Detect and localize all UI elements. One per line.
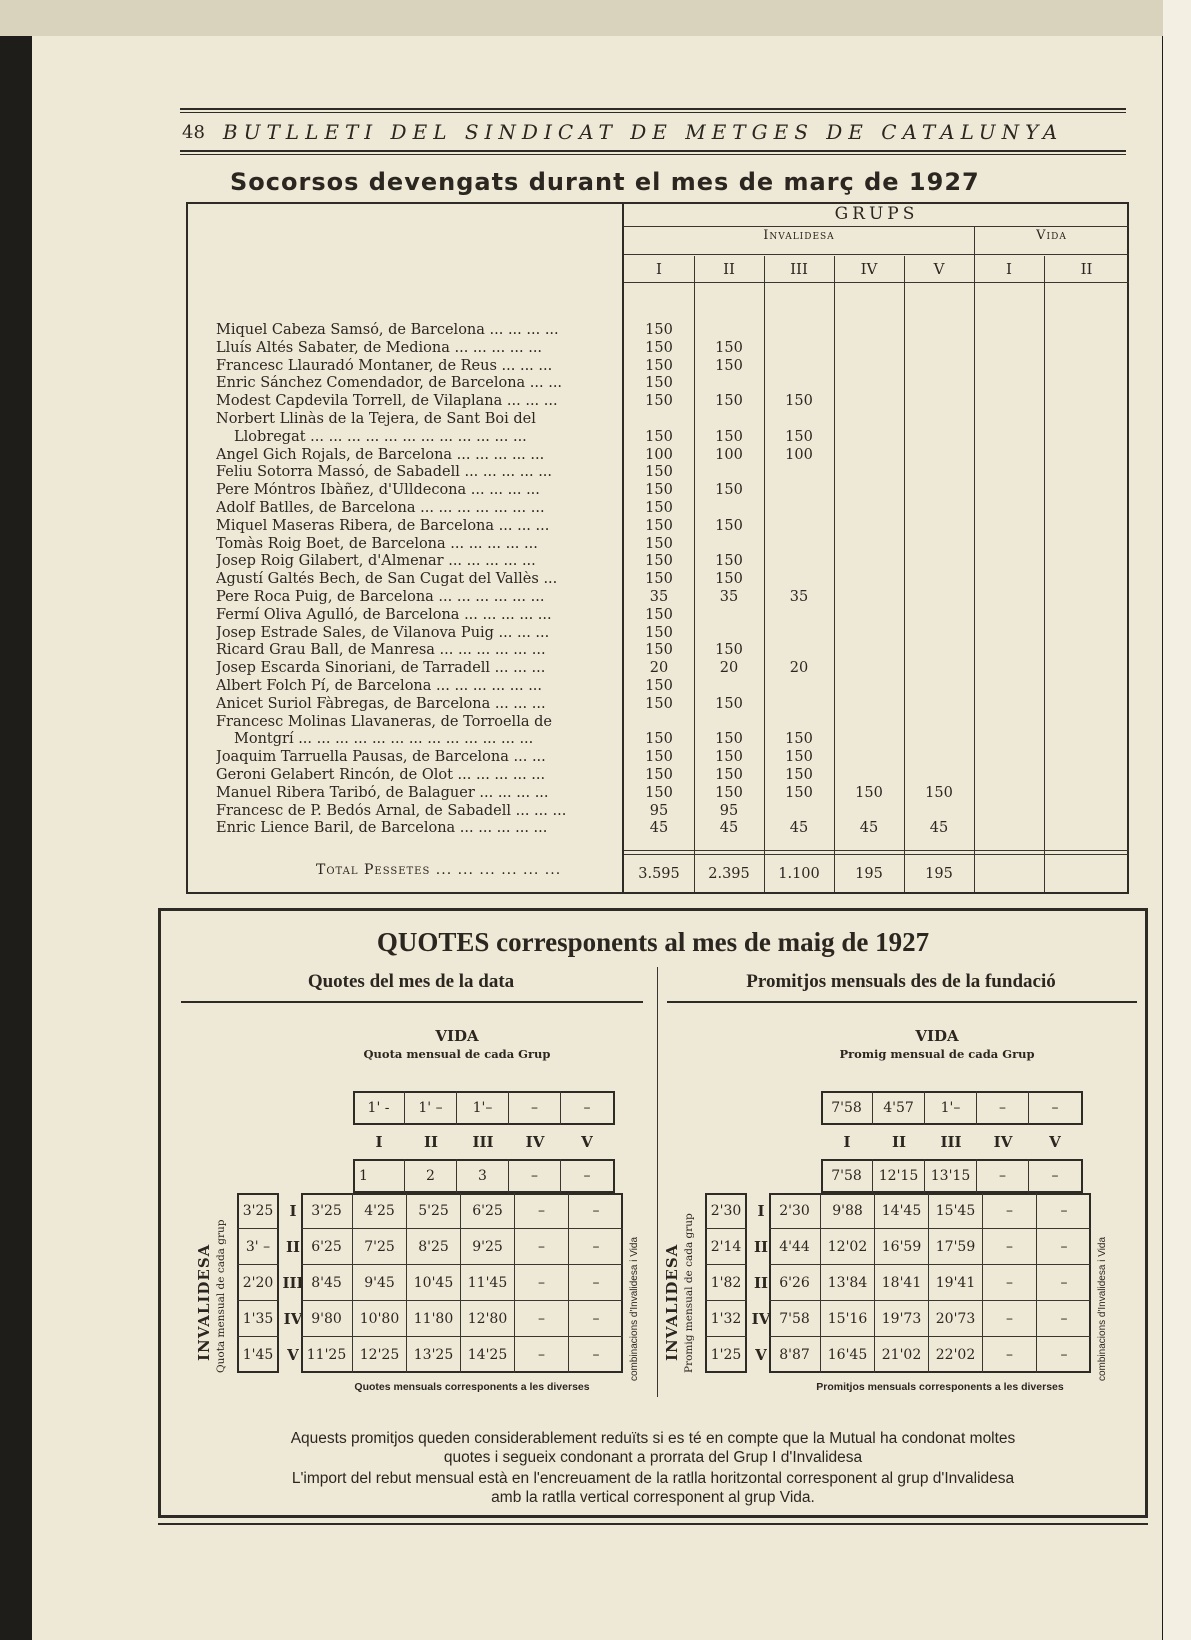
combination-cell: 3'25 — [301, 1193, 353, 1229]
vida-quota-cell: 1' – — [405, 1091, 457, 1125]
amount-cell: 150 — [855, 784, 883, 801]
invalidesa-group-label: IV — [283, 1310, 303, 1328]
amount-cell: 150 — [715, 393, 743, 410]
combination-cell: – — [1037, 1301, 1091, 1337]
vida-index-cell: 2 — [405, 1159, 457, 1193]
amount-cell: 150 — [645, 375, 673, 392]
vida-quota-cell: 1'– — [457, 1091, 509, 1125]
member-name: Llobregat ... ... ... ... ... ... ... ... ... ... ... ... — [234, 428, 527, 445]
member-name: Montgrí ... ... ... ... ... ... ... ... ... ... ... ... ... — [234, 731, 534, 748]
header-rule-bottom — [180, 150, 1126, 152]
combination-cell: 9'45 — [353, 1265, 407, 1301]
amount-cell: 95 — [649, 802, 669, 819]
vida-index-cell: 7'58 — [821, 1159, 873, 1193]
vida-group-label: IV — [525, 1133, 545, 1151]
combination-cell: 22'02 — [929, 1337, 983, 1373]
combination-cell: – — [569, 1229, 623, 1265]
rule — [181, 1001, 643, 1003]
right-vida-subtitle: Promig mensual de cada Grup — [839, 1047, 1035, 1061]
vida-group-label: V — [1049, 1133, 1061, 1151]
combination-cell: 18'41 — [875, 1265, 929, 1301]
amount-cell: 150 — [715, 767, 743, 783]
combination-cell: 9'25 — [461, 1229, 515, 1265]
column-rule — [1044, 256, 1045, 892]
member-name: Enric Lience Baril, de Barcelona ... ... ... ... ... — [216, 820, 548, 837]
vida-quota-cell: 1'– — [925, 1091, 977, 1125]
member-name: Ricard Grau Ball, de Manresa ... ... ... ... ... ... — [216, 642, 546, 659]
center-divider — [657, 967, 658, 1397]
amount-cell: 35 — [789, 589, 809, 605]
combination-cell: 14'25 — [461, 1337, 515, 1373]
combinations-vertical-label: combinacions d'Invalidesa i Vida — [1097, 1236, 1108, 1381]
member-name: Pere Móntros Ibàñez, d'Ulldecona ... ... ... ... — [216, 482, 540, 499]
combination-cell: – — [1037, 1229, 1091, 1265]
amount-cell: 150 — [645, 482, 673, 499]
combination-cell: – — [569, 1301, 623, 1337]
combination-cell: 16'59 — [875, 1229, 929, 1265]
invalidesa-quota-cell: 1'82 — [705, 1265, 747, 1301]
combination-cell: – — [515, 1193, 569, 1229]
amount-cell: 150 — [715, 749, 743, 766]
amount-cell: 150 — [715, 731, 743, 748]
amount-cell: 150 — [785, 428, 813, 445]
vida-quota-cell: – — [977, 1091, 1029, 1125]
rule — [974, 226, 975, 256]
total-label: Total Pessetes ... ... ... ... ... ... — [316, 862, 562, 878]
amounts-grid — [624, 204, 1129, 892]
member-name: Feliu Sotorra Massó, de Sabadell ... ... ... ... ... — [216, 464, 553, 481]
vida-group-label: V — [581, 1133, 593, 1151]
column-header: IV — [860, 260, 878, 278]
combination-cell: – — [515, 1301, 569, 1337]
vida-group-label: II — [423, 1133, 439, 1151]
amount-cell: 20 — [649, 660, 669, 677]
amount-cell: 150 — [645, 553, 673, 570]
amount-cell: 20 — [719, 660, 739, 677]
member-name: Josep Estrade Sales, de Vilanova Puig ... ... ... — [216, 624, 550, 641]
rule — [624, 254, 1129, 255]
amount-cell: 35 — [649, 589, 669, 605]
vida-quota-cell: 7'58 — [821, 1091, 873, 1125]
column-header: I — [1006, 260, 1012, 278]
amount-cell: 100 — [715, 446, 743, 463]
combination-cell: 15'45 — [929, 1193, 983, 1229]
invalidesa-quota-cell: 3'25 — [237, 1193, 279, 1229]
member-name: Miquel Maseras Ribera, de Barcelona ... ... ... — [216, 517, 550, 534]
combination-cell: 21'02 — [875, 1337, 929, 1373]
vida-header: Vida — [1036, 228, 1067, 243]
combination-cell: 11'45 — [461, 1265, 515, 1301]
amount-cell: 150 — [715, 517, 743, 534]
left-vida-subtitle: Quota mensual de cada Grup — [363, 1047, 551, 1061]
amount-cell: 150 — [645, 642, 673, 659]
member-name: Norbert Llinàs de la Tejera, de Sant Boi del — [216, 411, 536, 427]
vida-group-label: I — [375, 1133, 383, 1151]
member-name: Fermí Oliva Agulló, de Barcelona ... ... ... ... ... — [216, 606, 552, 623]
amount-cell: 150 — [645, 749, 673, 766]
amount-cell: 150 — [645, 678, 673, 694]
amount-cell: 20 — [789, 660, 809, 677]
vida-group-label: II — [891, 1133, 907, 1151]
amount-cell: 150 — [715, 784, 743, 801]
combination-cell: – — [1037, 1265, 1091, 1301]
combination-cell: 13'25 — [407, 1337, 461, 1373]
combination-cell: 17'59 — [929, 1229, 983, 1265]
combination-cell: – — [1037, 1193, 1091, 1229]
vida-index-cell: 13'15 — [925, 1159, 977, 1193]
total-cell: 195 — [855, 866, 883, 882]
amount-cell: 150 — [645, 606, 673, 623]
combination-cell: 10'45 — [407, 1265, 461, 1301]
amount-cell: 150 — [645, 428, 673, 445]
vida-group-label: I — [843, 1133, 851, 1151]
invalidesa-quota-cell: 2'30 — [705, 1193, 747, 1229]
amount-cell: 150 — [785, 731, 813, 748]
combination-cell: 12'02 — [821, 1229, 875, 1265]
combination-cell: 11'80 — [407, 1301, 461, 1337]
invalidesa-vertical-label: INVALIDESA — [663, 1243, 681, 1361]
amount-cell: 150 — [645, 464, 673, 481]
member-name: Manuel Ribera Taribó, de Balaguer ... ... ... ... — [216, 784, 549, 801]
amount-cell: 45 — [789, 820, 809, 837]
invalidesa-group-label: II — [285, 1238, 301, 1256]
member-name: Joaquim Tarruella Pausas, de Barcelona ... ... — [216, 749, 546, 766]
member-name: Agustí Galtés Bech, de San Cugat del Vallès ... — [216, 571, 558, 588]
amount-cell: 150 — [715, 357, 743, 374]
total-cell: 2.395 — [708, 866, 750, 882]
combination-cell: – — [983, 1265, 1037, 1301]
combination-cell: 8'45 — [301, 1265, 353, 1301]
vida-index-cell: – — [509, 1159, 561, 1193]
amount-cell: 45 — [859, 820, 879, 837]
rule — [624, 850, 1129, 851]
amount-cell: 150 — [715, 482, 743, 499]
combination-cell: – — [983, 1193, 1037, 1229]
member-name: Angel Gich Rojals, de Barcelona ... ... ... ... ... — [216, 446, 545, 463]
left-subtitle: Quotes del mes de la data — [307, 971, 515, 992]
combination-cell: 4'25 — [353, 1193, 407, 1229]
combination-cell: 13'84 — [821, 1265, 875, 1301]
combination-cell: 20'73 — [929, 1301, 983, 1337]
combination-cell: 19'41 — [929, 1265, 983, 1301]
amount-cell: 150 — [715, 695, 743, 712]
combination-cell: 10'80 — [353, 1301, 407, 1337]
footnote-line-1: Aquests promitjos queden considerablement reduïts si es té en compte que la Mutual ha condonat moltes — [290, 1430, 1016, 1447]
journal-title: BUTLLETI DEL SINDICAT DE METGES DE CATALUNYA — [222, 120, 1064, 144]
vida-group-label: III — [472, 1133, 494, 1151]
member-name: Albert Folch Pí, de Barcelona ... ... ... ... ... ... — [216, 678, 543, 694]
invalidesa-quota-cell: 1'32 — [705, 1301, 747, 1337]
vida-quota-cell: – — [509, 1091, 561, 1125]
combination-cell: 7'58 — [769, 1301, 821, 1337]
member-name: Josep Escarda Sinoriani, de Tarradell ... ... ... — [216, 660, 546, 677]
quotes-title: QUOTES corresponents al mes de maig de 1927 — [376, 927, 930, 957]
combination-cell: – — [983, 1301, 1037, 1337]
amount-cell: 150 — [715, 428, 743, 445]
member-name: Josep Roig Gilabert, d'Almenar ... ... ... ... ... — [216, 553, 536, 570]
footnote-line-4: amb la ratlla vertical corresponent al grup Vida. — [491, 1489, 815, 1506]
rule — [624, 854, 1129, 855]
combination-cell: 12'25 — [353, 1337, 407, 1373]
combination-cell: 15'16 — [821, 1301, 875, 1337]
member-name: Francesc Molinas Llavaneras, de Torroella de — [216, 713, 552, 730]
combination-cell: 11'25 — [301, 1337, 353, 1373]
member-name: Geroni Gelabert Rincón, de Olot ... ... ... ... ... — [216, 767, 546, 783]
header-rule-top-thin — [180, 112, 1126, 113]
amount-cell: 150 — [715, 339, 743, 356]
invalidesa-vertical-label: INVALIDESA — [195, 1243, 213, 1361]
amount-cell: 150 — [645, 339, 673, 356]
combinations-note: Quotes mensuals corresponents a les diverses — [354, 1381, 590, 1393]
grups-header: GRUPS — [834, 204, 919, 224]
combination-cell: 19'73 — [875, 1301, 929, 1337]
running-header — [182, 116, 1128, 148]
amount-cell: 150 — [785, 784, 813, 801]
member-name: Pere Roca Puig, de Barcelona ... ... ... ... ... ... — [216, 589, 545, 605]
amount-cell: 150 — [645, 784, 673, 801]
combination-cell: – — [515, 1229, 569, 1265]
scan-right-edge — [1163, 0, 1191, 1640]
combination-cell: 12'80 — [461, 1301, 515, 1337]
member-name: Modest Capdevila Torrell, de Vilaplana ... ... ... — [216, 393, 558, 410]
combination-cell: 16'45 — [821, 1337, 875, 1373]
invalidesa-group-label: II — [753, 1274, 769, 1292]
amount-cell: 150 — [645, 695, 673, 712]
vida-group-label: IV — [993, 1133, 1013, 1151]
names-column — [188, 204, 624, 892]
quotes-box — [158, 908, 1148, 1518]
amount-cell: 150 — [645, 322, 673, 338]
combination-cell: – — [569, 1265, 623, 1301]
rule — [624, 282, 1129, 283]
combination-cell: 7'25 — [353, 1229, 407, 1265]
amount-cell: 150 — [645, 357, 673, 374]
invalidesa-group-label: I — [289, 1202, 297, 1220]
amount-cell: 45 — [649, 820, 669, 837]
vida-quota-cell: 4'57 — [873, 1091, 925, 1125]
combination-cell: 4'44 — [769, 1229, 821, 1265]
combination-cell: – — [569, 1193, 623, 1229]
column-header: I — [656, 260, 662, 278]
invalidesa-vertical-sublabel: Quota mensual de cada grup — [215, 1219, 227, 1373]
column-rule — [974, 256, 975, 892]
combinations-note: Promitjos mensuals corresponents a les diverses — [816, 1381, 1064, 1393]
invalidesa-quota-cell: 1'35 — [237, 1301, 279, 1337]
combination-cell: 6'25 — [301, 1229, 353, 1265]
combination-cell: 6'26 — [769, 1265, 821, 1301]
right-subtitle: Promitjos mensuals des de la fundació — [746, 971, 1056, 992]
invalidesa-group-label: III — [282, 1274, 304, 1292]
scan-top-edge — [0, 0, 1191, 36]
amount-cell: 45 — [719, 820, 739, 837]
amount-cell: 150 — [925, 784, 953, 801]
amount-cell: 100 — [645, 446, 673, 463]
member-name: Anicet Suriol Fàbregas, de Barcelona ... ... ... — [216, 695, 546, 712]
vida-index-cell: 12'15 — [873, 1159, 925, 1193]
invalidesa-group-label: IV — [751, 1310, 771, 1328]
combination-cell: 2'30 — [769, 1193, 821, 1229]
invalidesa-vertical-sublabel: Promig mensual de cada grup — [683, 1213, 695, 1373]
member-name: Miquel Cabeza Samsó, de Barcelona ... ... ... ... — [216, 322, 559, 338]
combination-cell: 5'25 — [407, 1193, 461, 1229]
total-cell: 195 — [925, 866, 953, 882]
footnote-line-3: L'import del rebut mensual està en l'encreuament de la ratlla horitzontal corresponent al grup d'Invalidesa — [291, 1470, 1015, 1487]
combination-cell: 14'45 — [875, 1193, 929, 1229]
amount-cell: 95 — [719, 802, 739, 819]
amount-cell: 150 — [645, 571, 673, 588]
amount-cell: 150 — [785, 767, 813, 783]
combination-cell: – — [515, 1265, 569, 1301]
vida-quota-cell: – — [1051, 1100, 1059, 1116]
combination-cell: 8'25 — [407, 1229, 461, 1265]
rule — [667, 1001, 1137, 1003]
combinations-vertical-label: combinacions d'Invalidesa i Vida — [629, 1236, 640, 1381]
footnote-line-2: quotes i segueix condonant a prorrata del Grup I d'Invalidesa — [443, 1449, 863, 1466]
amount-cell: 150 — [785, 749, 813, 766]
amount-cell: 150 — [645, 624, 673, 641]
column-header: II — [1080, 260, 1093, 278]
vida-quota-cell: – — [583, 1100, 591, 1116]
combination-cell: 9'88 — [821, 1193, 875, 1229]
header-rule-top — [180, 108, 1126, 110]
amount-cell: 35 — [719, 589, 739, 605]
combination-cell: – — [592, 1347, 600, 1363]
amount-cell: 150 — [645, 731, 673, 748]
member-name: Francesc de P. Bedós Arnal, de Sabadell ... ... ... — [216, 802, 567, 819]
invalidesa-group-label: V — [755, 1346, 767, 1364]
combination-cell: – — [983, 1229, 1037, 1265]
combination-cell: 9'80 — [301, 1301, 353, 1337]
combination-cell: 6'25 — [461, 1193, 515, 1229]
total-cell: 3.595 — [638, 866, 680, 882]
vida-index-cell: – — [583, 1168, 591, 1184]
invalidesa-quota-cell: 3' – — [237, 1229, 279, 1265]
combination-cell: – — [515, 1337, 569, 1373]
total-cell: 1.100 — [778, 866, 820, 882]
vida-index-cell: – — [977, 1159, 1029, 1193]
invalidesa-group-label: I — [757, 1202, 765, 1220]
socorsos-table — [186, 202, 1129, 894]
invalidesa-header: Invalidesa — [763, 228, 835, 243]
vida-quota-cell: 1' - — [353, 1091, 405, 1125]
amount-cell: 150 — [645, 767, 673, 783]
member-name: Tomàs Roig Boet, de Barcelona ... ... ... ... ... — [216, 535, 538, 552]
combination-cell: – — [983, 1337, 1037, 1373]
invalidesa-group-label: V — [287, 1346, 299, 1364]
invalidesa-quota-cell: 1'45 — [242, 1347, 274, 1363]
header-rule-bottom-thin — [180, 154, 1126, 155]
combination-cell: 8'87 — [769, 1337, 821, 1373]
amount-cell: 45 — [929, 820, 949, 837]
socorsos-title: Socorsos devengats durant el mes de març de 1927 — [230, 168, 980, 196]
column-header: III — [790, 260, 808, 278]
right-vida-title: VIDA — [915, 1027, 959, 1045]
column-header: II — [723, 260, 735, 278]
page-number: 48 — [182, 121, 205, 143]
vida-index-cell: 1 — [353, 1159, 405, 1193]
amount-cell: 150 — [785, 393, 813, 410]
amount-cell: 150 — [645, 393, 673, 410]
member-name: Lluís Altés Sabater, de Mediona ... ... ... ... ... — [216, 339, 543, 356]
amount-cell: 150 — [715, 571, 743, 588]
invalidesa-quota-cell: 2'20 — [237, 1265, 279, 1301]
member-name: Enric Sánchez Comendador, de Barcelona ... ... — [216, 375, 563, 392]
amount-cell: 150 — [715, 553, 743, 570]
amount-cell: 100 — [785, 446, 813, 463]
amount-cell: 150 — [645, 500, 673, 516]
left-vida-title: VIDA — [435, 1027, 479, 1045]
column-header: V — [933, 260, 945, 278]
vida-group-label: III — [940, 1133, 962, 1151]
member-name: Adolf Batlles, de Barcelona ... ... ... ... ... ... ... — [216, 500, 545, 516]
member-name: Francesc Llauradó Montaner, de Reus ... ... ... — [216, 357, 553, 374]
vida-index-cell: – — [1051, 1168, 1059, 1184]
invalidesa-group-label: II — [753, 1238, 769, 1256]
bottom-rule — [158, 1523, 1148, 1525]
vida-index-cell: 3 — [457, 1159, 509, 1193]
amount-cell: 150 — [645, 535, 673, 552]
combination-cell: – — [1060, 1347, 1068, 1363]
invalidesa-quota-cell: 2'14 — [705, 1229, 747, 1265]
invalidesa-quota-cell: 1'25 — [710, 1347, 742, 1363]
amount-cell: 150 — [645, 517, 673, 534]
rule — [624, 226, 1129, 227]
amount-cell: 150 — [715, 642, 743, 659]
